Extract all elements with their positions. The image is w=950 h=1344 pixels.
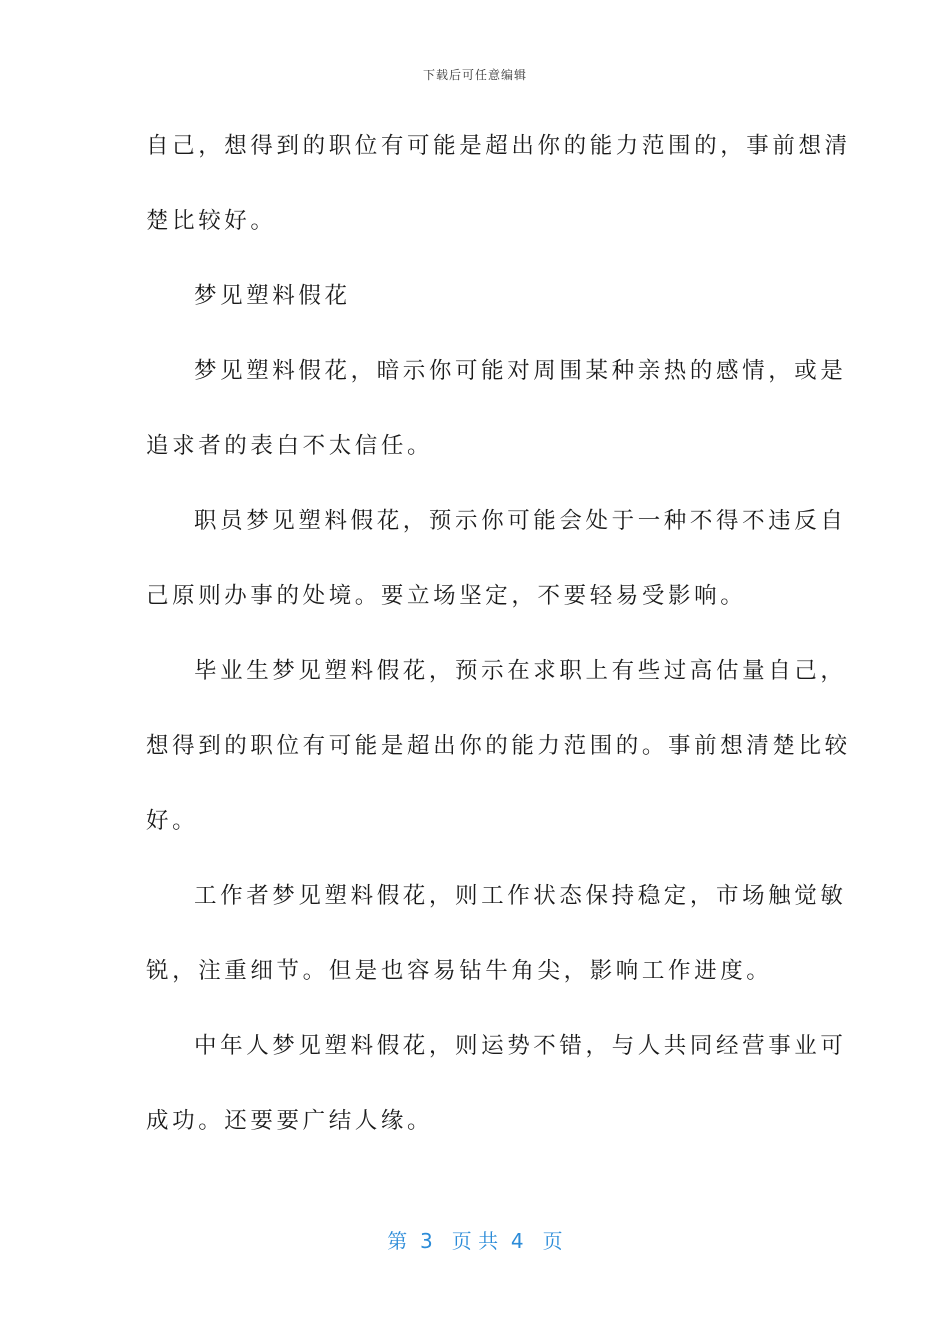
text-line: 中年人梦见塑料假花，则运势不错，与人共同经营事业可 bbox=[194, 1033, 847, 1059]
text-line: 好。 bbox=[146, 808, 199, 834]
text-line: 想得到的职位有可能是超出你的能力范围的。事前想清楚比较 bbox=[146, 733, 851, 759]
text-line: 成功。还要要广结人缘。 bbox=[146, 1108, 434, 1134]
text-line: 锐，注重细节。但是也容易钻牛角尖，影响工作进度。 bbox=[146, 958, 773, 984]
page-header: 下载后可任意编辑 bbox=[422, 68, 527, 82]
text-line: 楚比较好。 bbox=[146, 208, 277, 234]
text-line: 工作者梦见塑料假花，则工作状态保持稳定，市场触觉敏 bbox=[194, 883, 847, 909]
text-line: 己原则办事的处境。要立场坚定，不要轻易受影响。 bbox=[146, 583, 747, 609]
text-line: 毕业生梦见塑料假花，预示在求职上有些过高估量自己， bbox=[194, 658, 847, 684]
page-footer: 第 3 页 共 4 页 bbox=[387, 1229, 563, 1253]
section-heading: 梦见塑料假花 bbox=[194, 283, 351, 309]
text-line: 自己，想得到的职位有可能是超出你的能力范围的，事前想清 bbox=[146, 133, 851, 159]
document-body bbox=[146, 124, 851, 1174]
text-line: 追求者的表白不太信任。 bbox=[146, 433, 434, 459]
text-line: 职员梦见塑料假花，预示你可能会处于一种不得不违反自 bbox=[194, 508, 847, 534]
text-line: 梦见塑料假花，暗示你可能对周围某种亲热的感情，或是 bbox=[194, 358, 847, 384]
